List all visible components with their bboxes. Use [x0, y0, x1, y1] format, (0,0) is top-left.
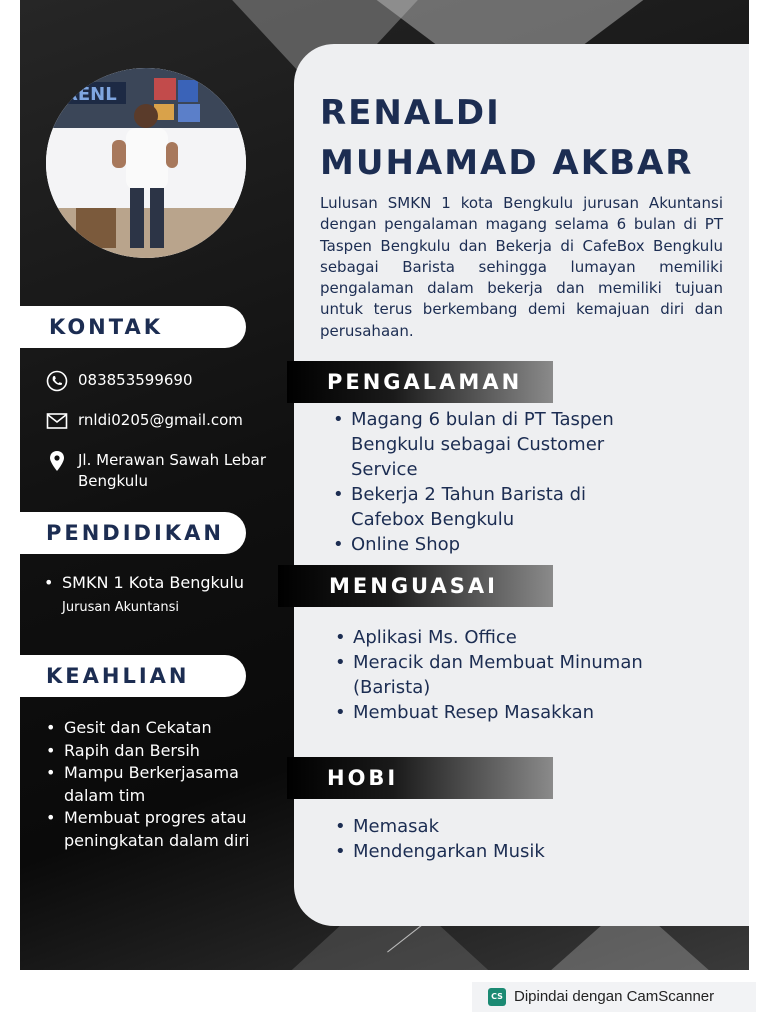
skills-list — [44, 717, 264, 852]
experience-heading: PENGALAMAN — [287, 361, 553, 403]
contact-heading: KONTAK — [20, 306, 246, 348]
profile-photo — [46, 68, 246, 258]
list-item: • Mendengarkan Musik — [333, 839, 693, 864]
education-heading: PENDIDIKAN — [20, 512, 246, 554]
list-item: • Mampu Berkerjasama dalam tim — [44, 762, 264, 807]
skills-heading: KEAHLIAN — [20, 655, 246, 697]
experience-list — [331, 407, 661, 557]
envelope-icon — [46, 410, 68, 432]
hobby-heading: HOBI — [287, 757, 553, 799]
education-school — [42, 572, 262, 618]
name-line-2: MUHAMAD AKBAR — [320, 143, 694, 183]
list-item: • Bekerja 2 Tahun Barista di Cafebox Bengkulu — [331, 482, 661, 532]
list-item: • Membuat progres atau peningkatan dalam diri — [44, 807, 264, 852]
mastery-heading: MENGUASAI — [278, 565, 553, 607]
phone-number: 083853599690 — [78, 371, 193, 389]
map-pin-icon — [46, 450, 68, 472]
list-item: • Rapih dan Bersih — [44, 740, 264, 763]
list-item: • Gesit dan Cekatan — [44, 717, 264, 740]
list-item: • Online Shop — [331, 532, 661, 557]
education-list — [42, 572, 262, 618]
hobby-list — [333, 814, 693, 864]
mastery-list — [333, 625, 693, 725]
person-name — [320, 88, 694, 188]
phone-icon — [46, 370, 68, 392]
major-name: Jurusan Akuntansi — [62, 599, 179, 615]
name-line-1: RENALDI — [320, 93, 501, 133]
camscanner-watermark — [472, 982, 756, 1012]
resume-background — [20, 0, 749, 970]
svg-text:RENL: RENL — [64, 84, 117, 105]
address-text: Jl. Merawan Sawah Lebar Bengkulu — [78, 451, 267, 490]
list-item: • Aplikasi Ms. Office — [333, 625, 693, 650]
list-item: • Meracik dan Membuat Minuman (Barista) — [333, 650, 693, 700]
school-name: SMKN 1 Kota Bengkulu — [62, 573, 245, 592]
camscanner-logo: CS — [488, 988, 506, 1006]
email-address: rnldi0205@gmail.com — [78, 411, 243, 429]
camscanner-label: Dipindai dengan CamScanner — [514, 988, 715, 1005]
list-item: • Magang 6 bulan di PT Taspen Bengkulu sebagai Customer Service — [331, 407, 661, 482]
about-paragraph: Lulusan SMKN 1 kota Bengkulu jurusan Akuntansi dengan pengalaman magang selama 6 bulan di PT Taspen Bengkulu dan Bekerja di CafeBox Bengkulu sebagai Barista sehingga lumayan memiliki pengalaman dalam bekerja dan memiliki tujuan untuk terus berkembang demi kemajuan diri dan perusahaan. — [320, 194, 723, 340]
list-item: • Membuat Resep Masakkan — [333, 700, 693, 725]
list-item: • Memasak — [333, 814, 693, 839]
